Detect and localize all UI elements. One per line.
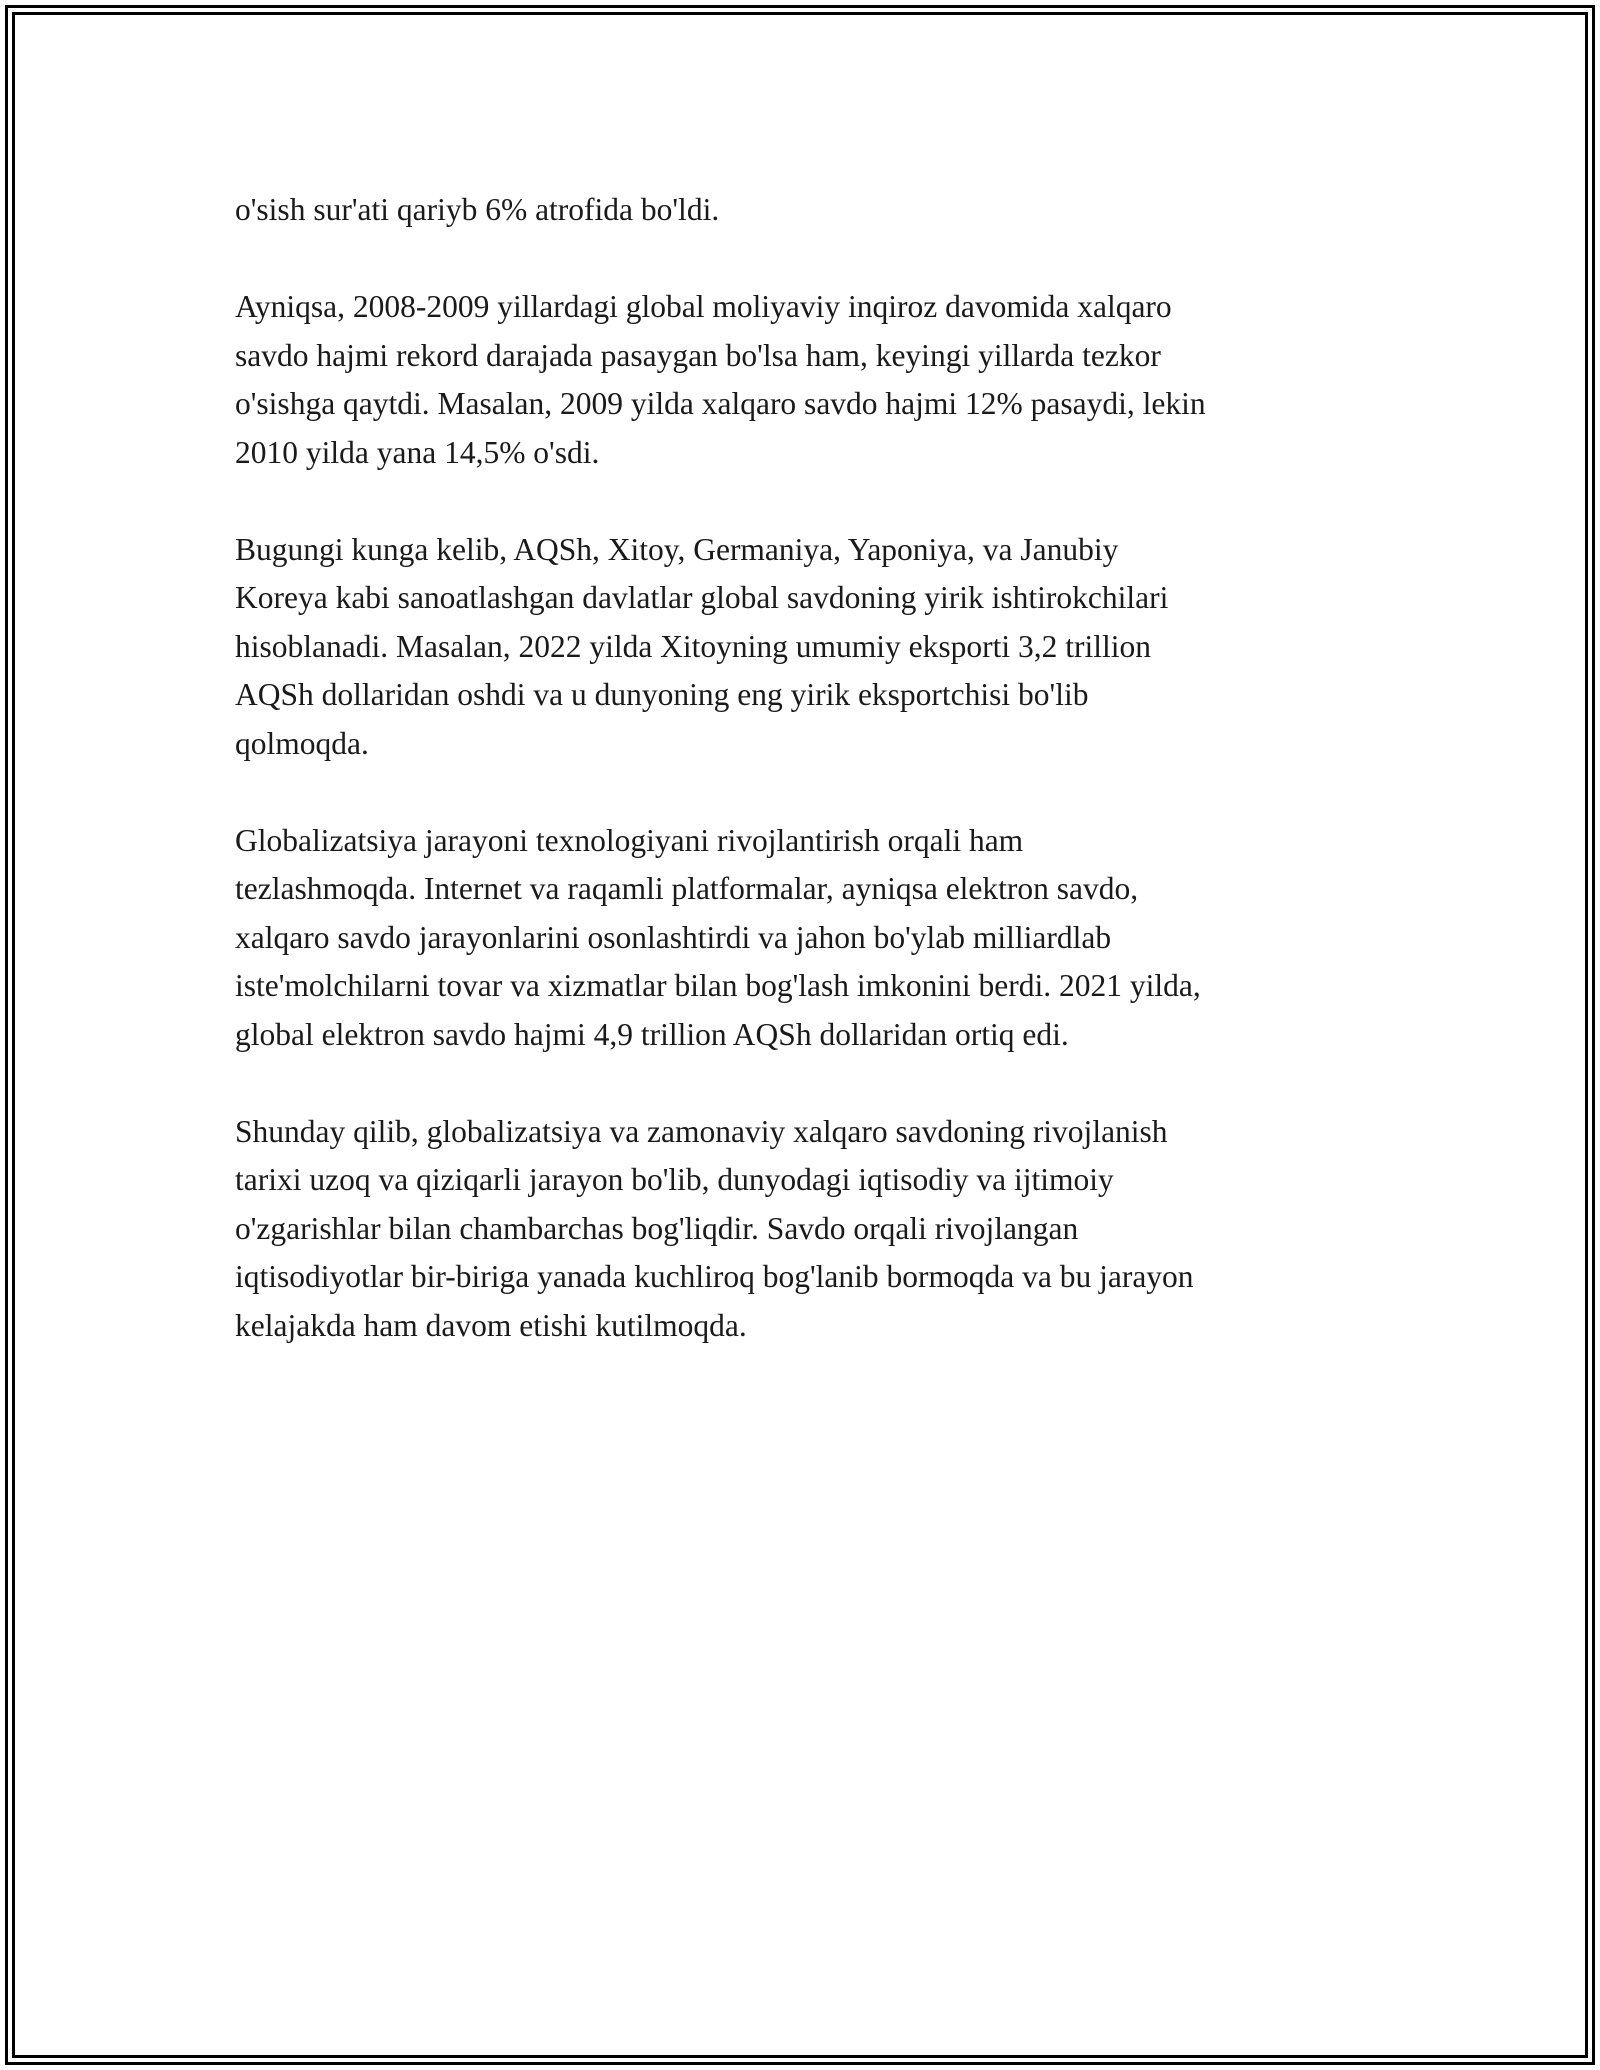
paragraph-2: Ayniqsa, 2008-2009 yillardagi global moliyaviy inqiroz davomida xalqaro savdo hajmi rekord darajada pasaygan bo'lsa ham, keyingi yillarda tezkor o'sishga qaytdi. Masalan, 2009 yilda xalqaro savdo hajmi 12% pasaydi, lekin 2010 yilda yana 14,5% o'sdi. [235,289,1206,470]
paragraph-5: Shunday qilib, globalizatsiya va zamonaviy xalqaro savdoning rivojlanish tarixi uzoq va qiziqarli jarayon bo'lib, dunyodagi iqtisodiy va ijtimoiy o'zgarishlar bilan chambarchas bog'liqdir. Savdo orqali rivojlangan iqtisodiyotlar bir-biriga yanada kuchliroq bog'lanib bormoqda va bu jarayon kelajakda ham davom etishi kutilmoqda. [235,1113,1194,1343]
document-body [235,186,1385,1399]
paragraph-4: Globalizatsiya jarayoni texnologiyani rivojlantirish orqali ham tezlashmoqda. Internet va raqamli platformalar, ayniqsa elektron savdo, xalqaro savdo jarayonlarini osonlashtirdi va jahon bo'ylab milliardlab iste'molchilarni tovar va xizmatlar bilan bog'lash imkonini berdi. 2021 yilda, global elektron savdo hajmi 4,9 trillion AQSh dollaridan ortiq edi. [235,822,1201,1052]
paragraph-3: Bugungi kunga kelib, AQSh, Xitoy, Germaniya, Yaponiya, va Janubiy Koreya kabi sanoatlashgan davlatlar global savdoning yirik ishtirokchilari hisoblanadi. Masalan, 2022 yilda Xitoyning umumiy eksporti 3,2 trillion AQSh dollaridan oshdi va u dunyoning eng yirik eksportchisi bo'lib qolmoqda. [235,531,1169,761]
paragraph-1: o'sish sur'ati qariyb 6% atrofida bo'ldi. [235,192,720,227]
